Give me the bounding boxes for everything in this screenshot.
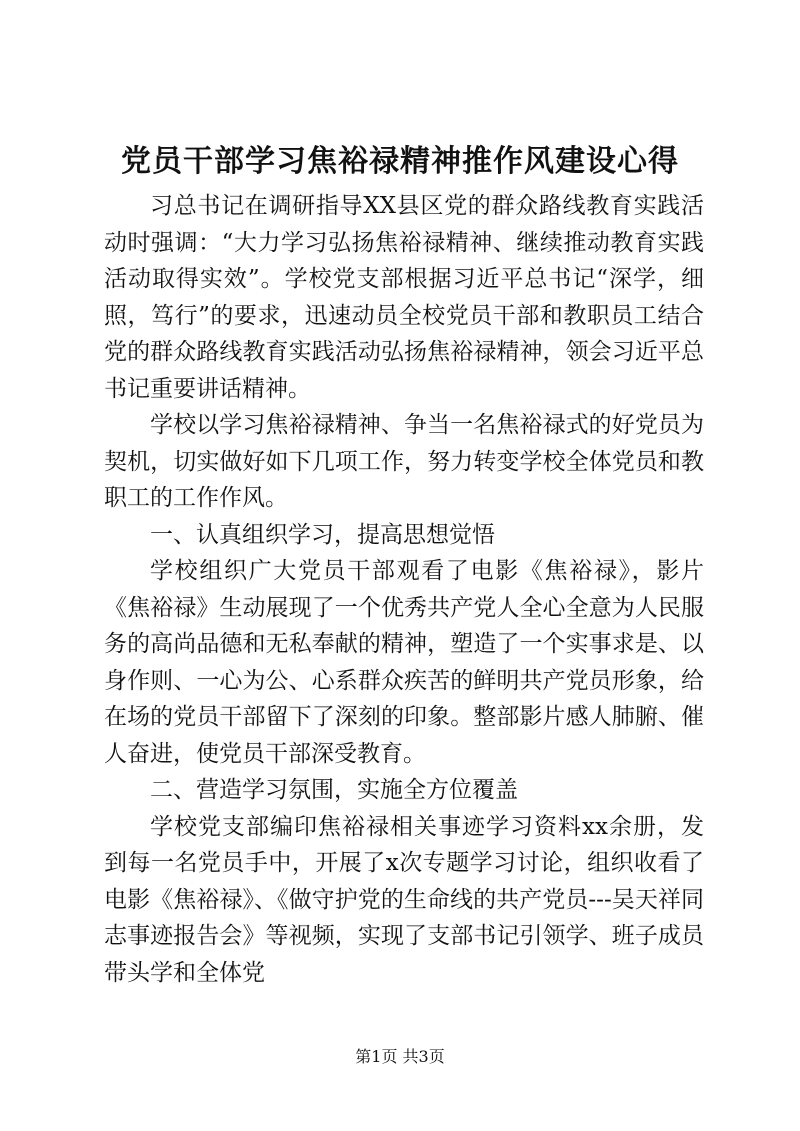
document-body (104, 188, 704, 991)
paragraph-section-2: 学校党支部编印焦裕禄相关事迹学习资料xx余册，发到每一名党员手中，开展了x次专题学习讨论，组织收看了电影《焦裕禄》、《做守护党的生命线的共产党员---吴天祥同志事迹报告会》等视频，实现了支部书记引领学、班子成员带头学和全体党 (104, 813, 704, 986)
paragraph-intro: 习总书记在调研指导XX县区党的群众路线教育实践活动时强调：“大力学习弘扬焦裕禄精神、继续推动教育实践活动取得实效”。学校党支部根据习近平总书记“深学，细照，笃行”的要求，迅速动员全校党员干部和教职员工结合党的群众路线教育实践活动弘扬焦裕禄精神，领会习近平总书记重要讲话精神。 (104, 193, 704, 402)
section-heading-2: 二、营造学习氛围，实施全方位覆盖 (150, 777, 518, 803)
paragraph-opportunity: 学校以学习焦裕禄精神、争当一名焦裕禄式的好党员为契机，切实做好如下几项工作，努力转变学校全体党员和教职工的工作作风。 (104, 412, 704, 511)
section-heading-1: 一、认真组织学习，提高思想觉悟 (150, 521, 495, 548)
document-title: 党员干部学习焦裕禄精神推作风建设心得 (121, 144, 679, 179)
paragraph-section-1: 学校组织广大党员干部观看了电影《焦裕禄》，影片《焦裕禄》生动展现了一个优秀共产党人全心全意为人民服务的高尚品德和无私奉献的精神，塑造了一个实事求是、以身作则、一心为公、心系群众疾苦的鲜明共产党员形象，给在场的党员干部留下了深刻的印象。整部影片感人肺腑、催人奋进，使党员干部深受教育。 (104, 558, 704, 767)
page-footer: 第1页 共3页 (355, 1047, 445, 1066)
